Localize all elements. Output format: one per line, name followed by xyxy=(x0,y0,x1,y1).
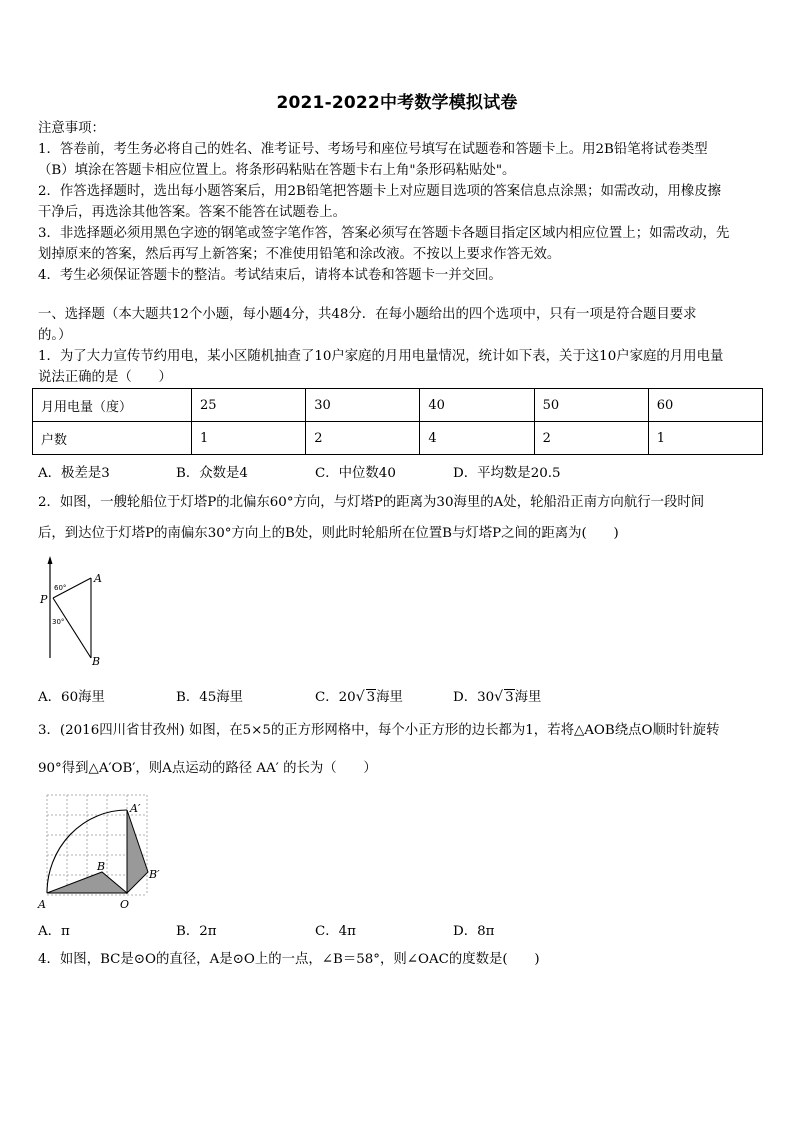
table-cell: 4 xyxy=(420,422,534,455)
table-row xyxy=(33,389,763,422)
notice-line: 1．答卷前，考生务必将自己的姓名、准考证号、考场号和座位号填写在试题卷和答题卡上。用2B铅笔将试卷类型 xyxy=(38,142,708,157)
table-cell: 1 xyxy=(648,422,762,455)
table-cell: 2 xyxy=(306,422,420,455)
sqrt-icon: √ xyxy=(494,689,504,705)
sqrt-icon: √ xyxy=(355,689,365,705)
north-arrow xyxy=(48,556,53,564)
angle-60-label: 60° xyxy=(54,584,67,592)
usage-table xyxy=(32,388,763,455)
question-2-text: 2．如图，一艘轮船位于灯塔P的北偏东60°方向，与灯塔P的距离为30海里的A处，轮船沿正南方向航行一段时间 xyxy=(38,495,705,510)
option-d: D．平均数是20.5 xyxy=(453,466,561,481)
label-b: B xyxy=(97,860,106,873)
label-b-prime: B′ xyxy=(149,868,160,881)
option-d: D．8π xyxy=(453,924,495,939)
option-a: A．π xyxy=(38,924,70,939)
option-c-prefix: C．20 xyxy=(315,690,356,705)
table-cell: 户数 xyxy=(33,422,192,455)
label-a: A xyxy=(38,898,46,911)
label-a: A xyxy=(94,572,102,585)
triangle-a1ob1 xyxy=(127,810,148,893)
section-heading: 一、选择题（本大题共12个小题，每小题4分，共48分．在每小题给出的四个选项中，只有一项是符合题目要求 xyxy=(38,307,697,322)
table-cell: 60 xyxy=(648,389,762,422)
notice-line: 2．作答选择题时，选出每小题答案后，用2B铅笔把答题卡上对应题目选项的答案信息点涂黑；如需改动，用橡皮擦 xyxy=(38,184,722,199)
notice-heading: 注意事项： xyxy=(38,121,105,136)
option-c-unit: 海里 xyxy=(376,690,403,705)
label-p: P xyxy=(40,593,48,606)
option-d xyxy=(453,686,541,705)
table-cell: 2 xyxy=(534,422,648,455)
table-cell: 50 xyxy=(534,389,648,422)
option-c: C．中位数40 xyxy=(315,466,396,481)
radicand: 3 xyxy=(366,690,376,705)
option-d-prefix: D．30 xyxy=(453,690,495,705)
notice-line: 干净后，再选涂其他答案。答案不能答在试题卷上。 xyxy=(38,205,346,220)
question-3-text-cont: 90°得到△A′OB′，则A点运动的路径 AA′ 的长为（ ） xyxy=(38,761,377,776)
radicand: 3 xyxy=(505,690,514,705)
label-o: O xyxy=(120,898,130,911)
label-b: B xyxy=(92,655,101,668)
option-d-unit: 海里 xyxy=(514,690,542,705)
notice-line: 3．非选择题必须用黑色字迹的钢笔或签字笔作答，答案必须写在答题卡各题目指定区域内相应位置上；如需改动，先 xyxy=(38,226,730,241)
lighthouse-figure xyxy=(36,556,116,671)
notice-line: （B）填涂在答题卡相应位置上。将条形码粘贴在答题卡右上角"条形码粘贴处"。 xyxy=(38,163,516,178)
question-2-text-cont: 后，到达位于灯塔P的南偏东30°方向上的B处，则此时轮船所在位置B与灯塔P之间的距离为( ) xyxy=(38,526,619,541)
table-cell: 40 xyxy=(420,389,534,422)
question-4-text: 4．如图，BC是⊙O的直径，A是⊙O上的一点，∠B＝58°，则∠OAC的度数是( ) xyxy=(38,952,540,967)
section-heading-cont: 的。） xyxy=(38,328,72,343)
option-b: B．45海里 xyxy=(176,690,244,705)
option-a: A．60海里 xyxy=(38,690,105,705)
rotation-grid-figure xyxy=(34,790,169,915)
question-1-text-cont: 说法正确的是（ ） xyxy=(38,370,172,385)
notice-line: 划掉原来的答案，然后再写上新答案；不准使用铅笔和涂改液。不按以上要求作答无效。 xyxy=(38,247,561,262)
option-b: B．2π xyxy=(176,924,217,939)
option-a: A．极差是3 xyxy=(38,466,110,481)
question-3-text: 3．(2016四川省甘孜州) 如图，在5×5的正方形网格中，每个小正方形的边长都为1，若将△AOB绕点O顺时针旋转 xyxy=(38,723,720,738)
table-cell: 月用电量（度） xyxy=(33,389,192,422)
segment-pb xyxy=(53,598,91,658)
option-c: C．4π xyxy=(315,924,356,939)
table-cell: 30 xyxy=(306,389,420,422)
table-row xyxy=(33,422,763,455)
angle-30-label: 30° xyxy=(52,618,65,626)
notice-line: 4．考生必须保证答题卡的整洁。考试结束后，请将本试卷和答题卡一并交回。 xyxy=(38,268,502,283)
option-b: B．众数是4 xyxy=(176,466,248,481)
question-1-text: 1．为了大力宣传节约用电，某小区随机抽查了10户家庭的月用电量情况，统计如下表，关于这10户家庭的月用电量 xyxy=(38,349,724,364)
table-cell: 1 xyxy=(192,422,306,455)
option-c xyxy=(315,686,403,705)
table-cell: 25 xyxy=(192,389,306,422)
page-title: 2021-2022中考数学模拟试卷 xyxy=(276,93,518,113)
label-a-prime: A′ xyxy=(130,802,141,815)
